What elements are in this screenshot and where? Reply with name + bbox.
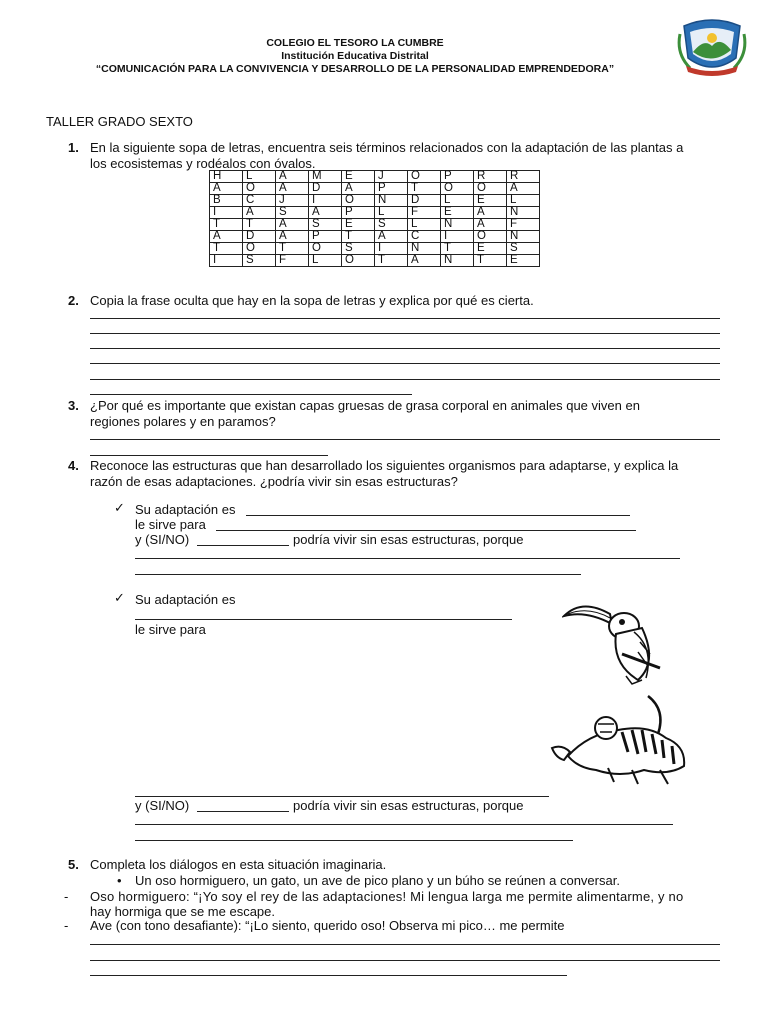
word-search-cell[interactable]: T (243, 219, 276, 231)
word-search-cell[interactable]: E (342, 219, 375, 231)
word-search-cell[interactable]: T (375, 255, 408, 267)
answer-line[interactable] (90, 348, 720, 349)
question-4-number: 4. (68, 458, 79, 473)
answer-line[interactable] (90, 318, 720, 319)
word-search-cell[interactable]: A (375, 231, 408, 243)
answer-line[interactable] (135, 558, 680, 559)
word-search-cell[interactable]: M (309, 171, 342, 183)
checkmark-icon: ✓ (114, 590, 125, 605)
word-search-row (210, 255, 540, 267)
word-search-cell[interactable]: A (309, 207, 342, 219)
question-1-text-line1: En la siguiente sopa de letras, encuentra seis términos relacionados con la adaptación de las plantas a (90, 140, 684, 155)
item2-sino-label: y (SI/NO) (135, 798, 190, 813)
word-search-cell[interactable]: J (276, 195, 309, 207)
word-search-cell[interactable]: L (309, 255, 342, 267)
word-search-cell[interactable]: N (507, 207, 540, 219)
word-search-cell[interactable]: O (474, 183, 507, 195)
word-search-cell[interactable]: C (408, 231, 441, 243)
question-3-text-line2: regiones polares y en paramos? (90, 414, 276, 429)
item1-serves-blank[interactable] (216, 530, 636, 531)
word-search-cell[interactable]: A (276, 171, 309, 183)
answer-line[interactable] (135, 574, 581, 575)
question-3-number: 3. (68, 398, 79, 413)
item1-serves-label: le sirve para (135, 517, 206, 532)
dialog-anteater-line1: Oso hormiguero: “¡Yo soy el rey de las adaptaciones! Mi lengua larga me permite alimentarme, y no (90, 889, 684, 904)
answer-line[interactable] (90, 944, 720, 945)
word-search-cell[interactable]: I (375, 243, 408, 255)
word-search-cell[interactable]: P (309, 231, 342, 243)
dialog-bird: Ave (con tono desafiante): “¡Lo siento, querido oso! Observa mi pico… me permite (90, 918, 565, 933)
item2-adaptation-label: Su adaptación es (135, 592, 236, 607)
word-search-cell[interactable]: A (408, 255, 441, 267)
answer-line[interactable] (135, 796, 549, 797)
word-search-cell[interactable]: A (276, 219, 309, 231)
question-2-text: Copia la frase oculta que hay en la sopa de letras y explica por qué es cierta. (90, 293, 534, 308)
item1-sino-label: y (SI/NO) (135, 532, 190, 547)
worksheet-title: TALLER GRADO SEXTO (46, 114, 193, 129)
item1-reason-label: podría vivir sin esas estructuras, porque (293, 532, 524, 547)
word-search-cell[interactable]: E (507, 255, 540, 267)
question-2-number: 2. (68, 293, 79, 308)
answer-line[interactable] (135, 840, 573, 841)
item2-reason-label: podría vivir sin esas estructuras, porque (293, 798, 524, 813)
word-search-cell[interactable]: L (507, 195, 540, 207)
word-search-cell[interactable]: O (441, 183, 474, 195)
word-search-cell[interactable]: T (441, 243, 474, 255)
word-search-cell[interactable]: N (375, 195, 408, 207)
answer-line[interactable] (90, 379, 720, 380)
word-search-cell[interactable]: H (210, 171, 243, 183)
word-search-cell[interactable]: N (408, 243, 441, 255)
word-search-cell[interactable]: O (474, 231, 507, 243)
word-search-cell[interactable]: S (375, 219, 408, 231)
word-search-cell[interactable]: E (441, 207, 474, 219)
word-search-cell[interactable]: I (210, 255, 243, 267)
question-5-scenario: Un oso hormiguero, un gato, un ave de pico plano y un búho se reúnen a conversar. (135, 873, 620, 888)
word-search-row (210, 171, 540, 183)
word-search-cell[interactable]: O (342, 255, 375, 267)
item1-sino-blank[interactable] (197, 545, 289, 546)
checkmark-icon: ✓ (114, 500, 125, 515)
question-5-text: Completa los diálogos en esta situación imaginaria. (90, 857, 387, 872)
question-4-text-line1: Reconoce las estructuras que han desarrollado los siguientes organismos para adaptarse, y explica la (90, 458, 679, 473)
word-search-cell[interactable]: O (342, 195, 375, 207)
word-search-cell[interactable]: T (210, 243, 243, 255)
word-search-cell[interactable]: N (441, 255, 474, 267)
word-search-row (210, 195, 540, 207)
answer-line[interactable] (90, 363, 720, 364)
school-motto: “COMUNICACIÓN PARA LA CONVIVENCIA Y DESARROLLO DE LA PERSONALIDAD EMPRENDEDORA” (95, 63, 615, 75)
word-search-cell[interactable]: S (243, 255, 276, 267)
word-search-cell[interactable]: E (474, 195, 507, 207)
word-search-cell[interactable]: O (243, 243, 276, 255)
word-search-cell[interactable]: E (474, 243, 507, 255)
word-search-cell[interactable]: I (441, 231, 474, 243)
item1-adaptation-label: Su adaptación es (135, 502, 236, 517)
word-search-cell[interactable]: A (474, 219, 507, 231)
word-search-cell[interactable]: T (276, 243, 309, 255)
word-search-cell[interactable]: F (408, 207, 441, 219)
word-search-cell[interactable]: O (243, 183, 276, 195)
word-search-cell[interactable]: D (243, 231, 276, 243)
word-search-cell[interactable]: A (507, 183, 540, 195)
word-search-cell[interactable]: D (408, 195, 441, 207)
answer-line[interactable] (90, 394, 412, 395)
word-search-cell[interactable]: T (474, 255, 507, 267)
word-search-row (210, 183, 540, 195)
dash-marker: - (64, 918, 69, 933)
item1-adaptation-blank[interactable] (246, 515, 630, 516)
word-search-cell[interactable]: A (210, 231, 243, 243)
word-search-cell[interactable]: E (342, 171, 375, 183)
word-search-row (210, 243, 540, 255)
word-search-cell[interactable]: B (210, 195, 243, 207)
item2-serves-label: le sirve para (135, 622, 206, 637)
word-search-cell[interactable]: F (276, 255, 309, 267)
answer-line[interactable] (90, 960, 720, 961)
answer-line[interactable] (90, 975, 567, 976)
word-search-row (210, 219, 540, 231)
word-search-cell[interactable]: A (474, 207, 507, 219)
word-search-cell[interactable]: F (507, 219, 540, 231)
question-1-text-line2: los ecosistemas y rodéalos con óvalos. (90, 156, 316, 171)
word-search-cell[interactable]: L (408, 219, 441, 231)
word-search-cell[interactable]: L (441, 195, 474, 207)
word-search-cell[interactable]: A (243, 207, 276, 219)
toucan-illustration (562, 592, 672, 690)
school-name: COLEGIO EL TESORO LA CUMBRE (266, 37, 444, 49)
dash-marker: - (64, 889, 69, 904)
word-search-cell[interactable]: I (210, 207, 243, 219)
answer-line[interactable] (90, 333, 720, 334)
word-search-cell[interactable]: C (243, 195, 276, 207)
question-5-number: 5. (68, 857, 79, 872)
item2-adaptation-blank[interactable] (135, 619, 512, 620)
institution-name: Institución Educativa Distrital (281, 50, 429, 62)
answer-line[interactable] (90, 455, 328, 456)
word-search-cell[interactable]: R (474, 171, 507, 183)
answer-line[interactable] (90, 439, 720, 440)
word-search-grid (209, 170, 540, 267)
word-search-cell[interactable]: S (342, 243, 375, 255)
question-3-text-line1: ¿Por qué es importante que existan capas gruesas de grasa corporal en animales que viven en (90, 398, 640, 413)
word-search-cell[interactable]: L (375, 207, 408, 219)
word-search-table (209, 170, 540, 267)
answer-line[interactable] (135, 824, 673, 825)
word-search-cell[interactable]: A (276, 183, 309, 195)
dialog-anteater-line2: hay hormiga que se me escape. (90, 904, 275, 919)
word-search-cell[interactable]: S (276, 207, 309, 219)
word-search-cell[interactable]: N (441, 219, 474, 231)
item2-sino-blank[interactable] (197, 811, 289, 812)
word-search-cell[interactable]: T (210, 219, 243, 231)
word-search-cell[interactable]: R (507, 171, 540, 183)
word-search-cell[interactable]: A (276, 231, 309, 243)
word-search-cell[interactable]: O (408, 171, 441, 183)
word-search-cell[interactable]: A (210, 183, 243, 195)
word-search-cell[interactable]: A (342, 183, 375, 195)
word-search-cell[interactable]: S (309, 219, 342, 231)
word-search-cell[interactable]: P (441, 171, 474, 183)
school-logo (676, 14, 748, 82)
word-search-cell[interactable]: D (309, 183, 342, 195)
tiger-illustration (548, 690, 696, 786)
word-search-cell[interactable]: P (342, 207, 375, 219)
word-search-cell[interactable]: P (375, 183, 408, 195)
word-search-cell[interactable]: S (507, 243, 540, 255)
word-search-cell[interactable]: J (375, 171, 408, 183)
question-1-number: 1. (68, 140, 79, 155)
word-search-cell[interactable]: N (507, 231, 540, 243)
word-search-row (210, 207, 540, 219)
word-search-cell[interactable]: O (309, 243, 342, 255)
bullet-icon: • (117, 873, 122, 888)
word-search-cell[interactable]: I (309, 195, 342, 207)
word-search-cell[interactable]: L (243, 171, 276, 183)
word-search-cell[interactable]: T (408, 183, 441, 195)
word-search-row (210, 231, 540, 243)
question-4-text-line2: razón de esas adaptaciones. ¿podría vivir sin esas estructuras? (90, 474, 458, 489)
word-search-cell[interactable]: T (342, 231, 375, 243)
